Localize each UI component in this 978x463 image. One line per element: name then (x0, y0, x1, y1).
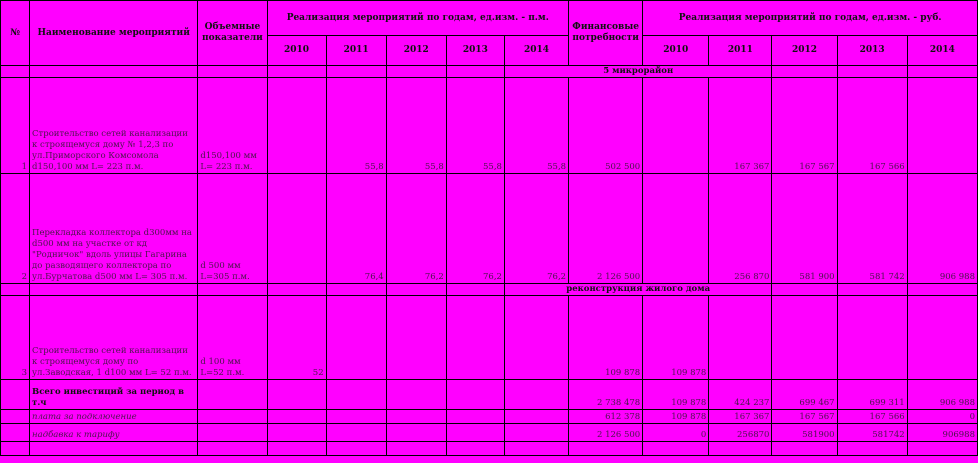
totals-rub: 109 878 (643, 380, 709, 410)
measure-name: Строительство сетей канализации к строящемуся дому по ул.Заводская, 1 d100 мм L= 52 п.м. (30, 296, 198, 380)
year-header: 2011 (326, 36, 386, 66)
rub-value: 581 900 (772, 174, 837, 284)
km-value: 55,8 (504, 78, 568, 174)
rub-value (837, 296, 907, 380)
measure-name: Перекладка коллектора d300мм на d500 мм на участке от кд "Родничок" вдоль улицы Гагарина до разводящего коллектора по ул.Бурчатова d500 мм L= 305 п.м. (30, 174, 198, 284)
row-number: 2 (1, 174, 30, 284)
year-header: 2010 (267, 36, 326, 66)
km-value (386, 296, 446, 380)
km-value: 76,2 (386, 174, 446, 284)
rub-value (643, 78, 709, 174)
section-title: реконструкция жилого дома (504, 284, 772, 296)
km-value: 52 (267, 296, 326, 380)
rub-value: 167 567 (772, 78, 837, 174)
subtotal-label: плата за подключение (30, 410, 198, 424)
km-value (326, 296, 386, 380)
rub-value: 109 878 (643, 296, 709, 380)
measure-name: Строительство сетей канализации к строящемуся дому № 1,2,3 по ул.Приморского Комсомола d150,100 мм L= 223 п.м. (30, 78, 198, 174)
km-value: 55,8 (326, 78, 386, 174)
km-value (504, 296, 568, 380)
rub-value (643, 174, 709, 284)
totals-finance: 2 738 478 (569, 380, 643, 410)
subtotal-label: надбавка к тарифу (30, 424, 198, 442)
volume-value: d 100 мм L=52 п.м. (198, 296, 267, 380)
subtotal-rub: 167 367 (709, 410, 772, 424)
rub-value (907, 296, 977, 380)
km-value: 76,2 (504, 174, 568, 284)
subtotal-rub: 167 567 (772, 410, 837, 424)
col-header-impl-rub: Реализация мероприятий по годам, ед.изм. - руб. (643, 1, 978, 36)
year-header: 2012 (386, 36, 446, 66)
subtotal-rub: 581742 (837, 424, 907, 442)
subtotal-rub: 0 (643, 424, 709, 442)
col-header-finance: Финансовые потребности (569, 1, 643, 66)
totals-rub: 424 237 (709, 380, 772, 410)
col-header-name: Наименование мероприятий (30, 1, 198, 66)
year-header: 2014 (504, 36, 568, 66)
rub-value: 167 566 (837, 78, 907, 174)
km-value: 55,8 (446, 78, 504, 174)
rub-value (772, 296, 837, 380)
volume-value: d150,100 мм L= 223 п.м. (198, 78, 267, 174)
finance-value: 2 126 500 (569, 174, 643, 284)
col-header-num: № (1, 1, 30, 66)
rub-value: 906 988 (907, 174, 977, 284)
year-header: 2014 (907, 36, 977, 66)
subtotal-rub: 109 878 (643, 410, 709, 424)
totals-rub: 906 988 (907, 380, 977, 410)
year-header: 2013 (837, 36, 907, 66)
subtotal-rub: 0 (907, 410, 977, 424)
col-header-impl-km: Реализация мероприятий по годам, ед.изм. - п.м. (267, 1, 569, 36)
col-header-volume: Объемные показатели (198, 1, 267, 66)
rub-value: 256 870 (709, 174, 772, 284)
subtotal-rub: 167 566 (837, 410, 907, 424)
totals-rub: 699 467 (772, 380, 837, 410)
year-header: 2012 (772, 36, 837, 66)
section-title: 5 микрорайон (504, 66, 772, 78)
totals-label: Всего инвестиций за период в т.ч (30, 380, 198, 410)
finance-value: 502 500 (569, 78, 643, 174)
km-value (267, 78, 326, 174)
subtotal-rub: 256870 (709, 424, 772, 442)
km-value (267, 174, 326, 284)
km-value (446, 296, 504, 380)
totals-rub: 699 311 (837, 380, 907, 410)
rub-value: 581 742 (837, 174, 907, 284)
finance-value: 109 878 (569, 296, 643, 380)
subtotal-finance: 612 378 (569, 410, 643, 424)
year-header: 2013 (446, 36, 504, 66)
row-number: 3 (1, 296, 30, 380)
km-value: 55,8 (386, 78, 446, 174)
row-number: 1 (1, 78, 30, 174)
subtotal-finance: 2 126 500 (569, 424, 643, 442)
subtotal-rub: 906988 (907, 424, 977, 442)
volume-value: d 500 мм L=305 п.м. (198, 174, 267, 284)
rub-value: 167 367 (709, 78, 772, 174)
rub-value (907, 78, 977, 174)
rub-value (709, 296, 772, 380)
year-header: 2010 (643, 36, 709, 66)
subtotal-rub: 581900 (772, 424, 837, 442)
year-header: 2011 (709, 36, 772, 66)
km-value: 76,2 (446, 174, 504, 284)
km-value: 76,4 (326, 174, 386, 284)
